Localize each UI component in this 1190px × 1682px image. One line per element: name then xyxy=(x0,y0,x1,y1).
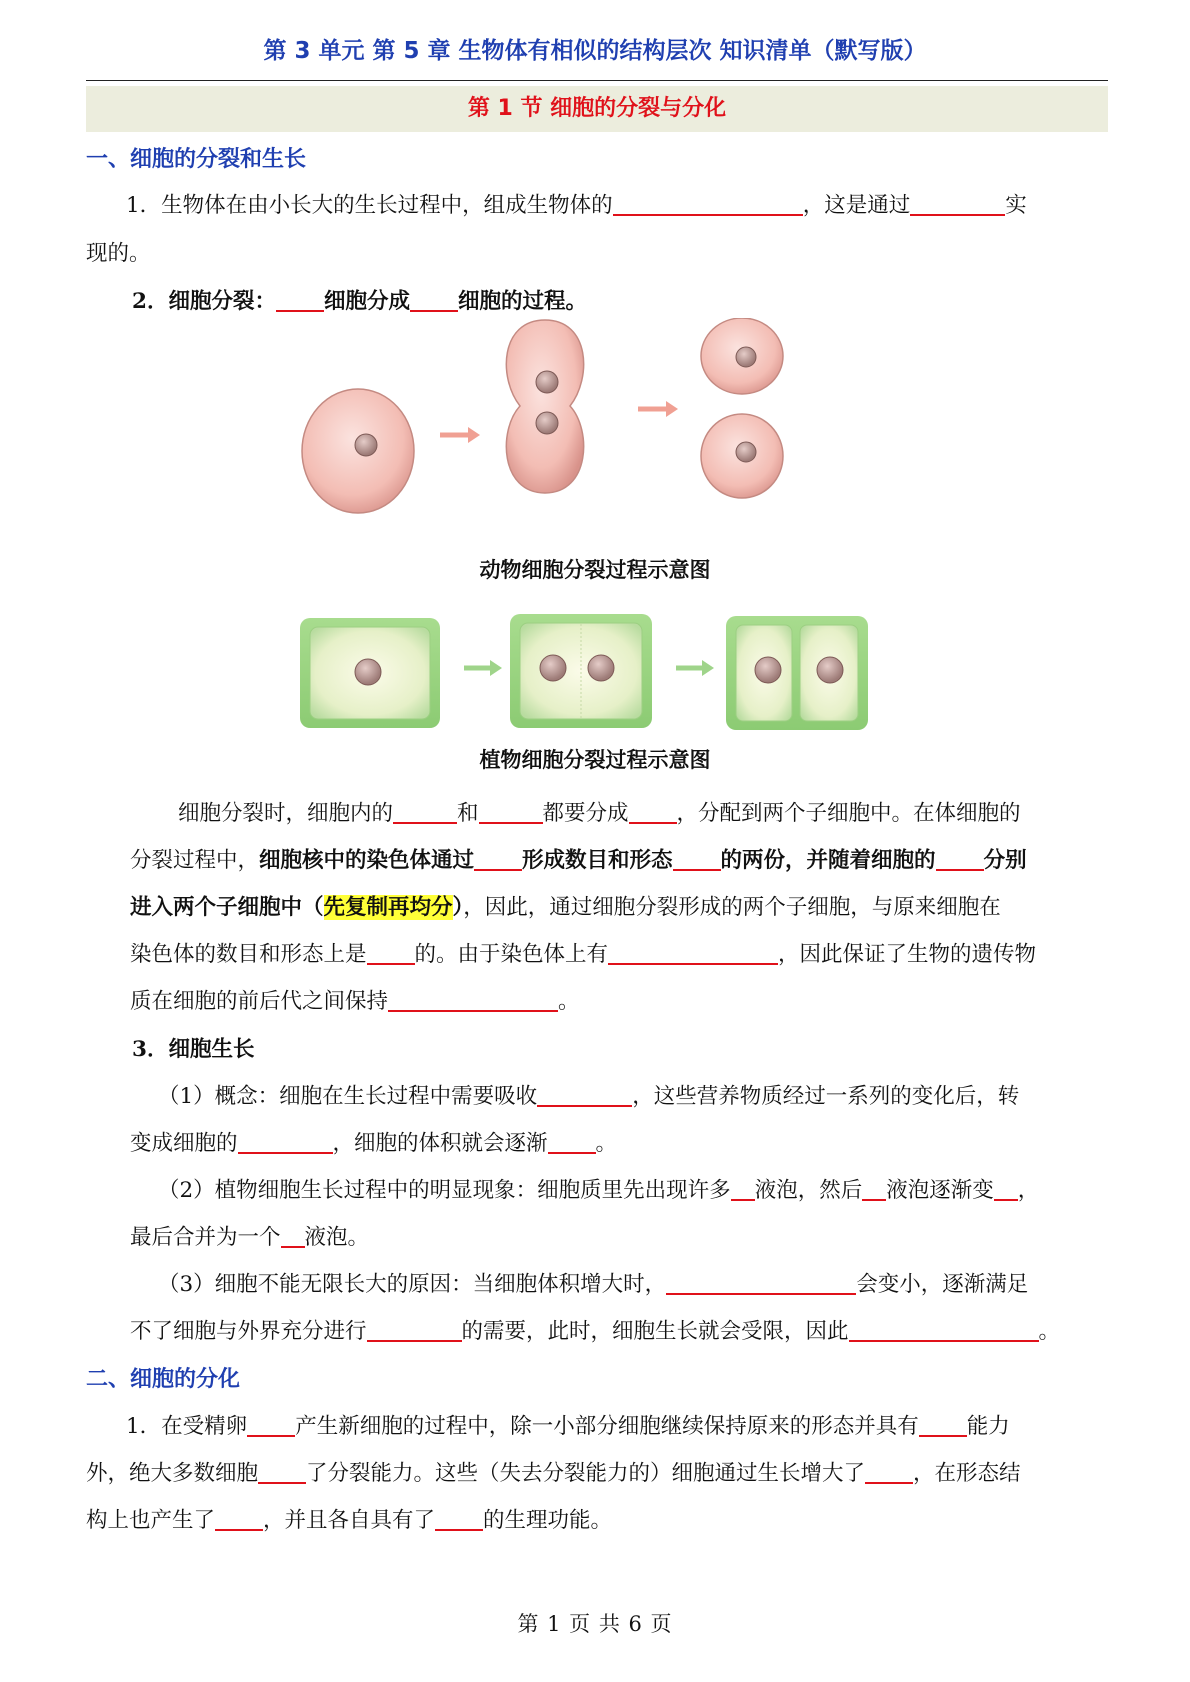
fill-blank[interactable] xyxy=(849,1316,1039,1342)
fill-blank[interactable] xyxy=(919,1411,967,1437)
animal-cell-division-figure xyxy=(300,318,860,543)
animal-figure-caption: 动物细胞分裂过程示意图 xyxy=(479,558,711,582)
fill-blank[interactable] xyxy=(247,1411,295,1437)
text: 会变小，逐渐满足 xyxy=(856,1272,1029,1297)
text: 的生理功能。 xyxy=(483,1508,613,1533)
text: 的需要，此时，细胞生长就会受限，因此 xyxy=(461,1319,849,1344)
document-title: 第 3 单元 第 5 章 生物体有相似的结构层次 知识清单（默写版） xyxy=(263,38,927,64)
text: 都要分成 xyxy=(542,801,629,826)
text: 。 xyxy=(1038,1319,1061,1344)
text: 的两份，并随着细胞的 xyxy=(720,848,936,873)
growth-line-2 xyxy=(130,1126,617,1157)
text: ，这是通过 xyxy=(802,193,911,218)
text: ，这些营养物质经过一系列的变化后，转 xyxy=(632,1084,1020,1109)
text: 细胞分裂时，细胞内的 xyxy=(178,801,394,826)
fill-blank[interactable] xyxy=(865,1458,913,1484)
header-divider xyxy=(86,80,1108,81)
text: 1．生物体在由小长大的生长过程中，组成生物体的 xyxy=(126,193,613,218)
text: ，在形态结 xyxy=(913,1461,1021,1486)
highlighted-text: 先复制再均分 xyxy=(323,895,453,920)
arrow-head-icon xyxy=(702,660,714,676)
paragraph-2 xyxy=(132,284,587,315)
text: ） xyxy=(452,895,464,920)
differentiation-line-1 xyxy=(126,1409,1010,1440)
text: 变成细胞的 xyxy=(130,1131,238,1156)
text: 细胞分成 xyxy=(323,289,410,314)
fill-blank[interactable] xyxy=(258,1458,306,1484)
fill-blank[interactable] xyxy=(215,1505,263,1531)
fill-blank[interactable] xyxy=(731,1175,755,1201)
plant-figure-caption: 植物细胞分裂过程示意图 xyxy=(479,748,711,772)
text: ，分配到两个子细胞中。在体细胞的 xyxy=(676,801,1021,826)
text: 分别 xyxy=(983,848,1027,873)
fill-blank[interactable] xyxy=(910,190,1005,216)
text: 2．细胞分裂： xyxy=(132,289,276,314)
text: 。 xyxy=(558,989,580,1014)
fill-blank[interactable] xyxy=(629,798,677,824)
plant-cell-stage-1 xyxy=(300,618,440,728)
plant-cell-stage-2 xyxy=(510,614,652,728)
division-paragraph-line-2 xyxy=(130,843,1027,874)
text: 产生新细胞的过程中，除一小部分细胞继续保持原来的形态并具有 xyxy=(295,1414,919,1439)
text: 液泡。 xyxy=(304,1225,370,1250)
division-paragraph-line-3 xyxy=(130,890,1001,921)
fill-blank[interactable] xyxy=(474,845,522,871)
fill-blank[interactable] xyxy=(410,286,458,312)
page-number: 第 1 页 共 6 页 xyxy=(517,1612,673,1636)
text: 液泡逐渐变 xyxy=(886,1178,994,1203)
text: 分裂过程中， xyxy=(130,848,260,873)
growth-line-4 xyxy=(130,1220,369,1251)
arrow-head-icon xyxy=(490,660,502,676)
text: ，并且各自具有了 xyxy=(263,1508,436,1533)
division-paragraph-line-5 xyxy=(130,984,580,1015)
fill-blank[interactable] xyxy=(479,798,543,824)
cell-growth-heading: 3．细胞生长 xyxy=(132,1037,255,1062)
fill-blank[interactable] xyxy=(613,190,803,216)
fill-blank[interactable] xyxy=(388,986,558,1012)
animal-cell-stage-2 xyxy=(506,320,583,493)
fill-blank[interactable] xyxy=(537,1081,632,1107)
text: 细胞的过程。 xyxy=(457,289,587,314)
text: 构上也产生了 xyxy=(86,1508,216,1533)
growth-line-1 xyxy=(158,1079,1019,1110)
growth-line-3 xyxy=(158,1173,1039,1204)
text: 液泡，然后 xyxy=(754,1178,863,1203)
text: 进入两个子细胞中（ xyxy=(130,895,324,920)
fill-blank[interactable] xyxy=(238,1128,333,1154)
fill-blank[interactable] xyxy=(666,1269,856,1295)
growth-line-6 xyxy=(130,1314,1060,1345)
text: ，细胞的体积就会逐渐 xyxy=(332,1131,548,1156)
text: 实 xyxy=(1005,193,1027,218)
fill-blank[interactable] xyxy=(608,939,778,965)
paragraph-1-line-2: 现的。 xyxy=(86,241,151,266)
division-paragraph-line-1 xyxy=(178,796,1021,827)
text: 。 xyxy=(595,1131,618,1156)
division-paragraph-line-4 xyxy=(130,937,1036,968)
text: （1）概念：细胞在生长过程中需要吸收 xyxy=(158,1084,538,1109)
fill-blank[interactable] xyxy=(673,845,721,871)
text: 和 xyxy=(457,801,479,826)
arrow-head-icon xyxy=(468,427,480,443)
text: 不了细胞与外界充分进行 xyxy=(130,1319,367,1344)
differentiation-line-3 xyxy=(86,1503,612,1534)
text: 能力 xyxy=(966,1414,1010,1439)
text: 1．在受精卵 xyxy=(126,1414,248,1439)
plant-cell-division-figure xyxy=(296,610,896,735)
arrow-head-icon xyxy=(666,401,678,417)
fill-blank[interactable] xyxy=(936,845,984,871)
part1-heading: 一、细胞的分裂和生长 xyxy=(86,147,307,172)
text: ，因此保证了生物的遗传物 xyxy=(778,942,1037,967)
fill-blank[interactable] xyxy=(276,286,324,312)
text: ，因此，通过细胞分裂形成的两个子细胞，与原来细胞在 xyxy=(463,895,1001,920)
text: （3）细胞不能无限长大的原因：当细胞体积增大时， xyxy=(158,1272,667,1297)
fill-blank[interactable] xyxy=(548,1128,596,1154)
fill-blank[interactable] xyxy=(435,1505,483,1531)
fill-blank[interactable] xyxy=(281,1222,305,1248)
fill-blank[interactable] xyxy=(862,1175,886,1201)
text: 的。由于染色体上有 xyxy=(414,942,609,967)
section-title: 第 1 节 细胞的分裂与分化 xyxy=(86,86,1108,132)
fill-blank[interactable] xyxy=(367,939,415,965)
paragraph-1-line-1 xyxy=(126,188,1027,219)
differentiation-line-2 xyxy=(86,1456,1021,1487)
growth-line-5 xyxy=(158,1267,1028,1298)
fill-blank[interactable] xyxy=(367,1316,462,1342)
animal-cell-stage-3 xyxy=(701,318,783,498)
plant-cell-stage-3 xyxy=(726,616,868,730)
animal-cell-stage-1 xyxy=(302,389,414,513)
text: 外，绝大多数细胞 xyxy=(86,1461,259,1486)
text: 形成数目和形态 xyxy=(522,848,673,873)
fill-blank[interactable] xyxy=(393,798,457,824)
text: ， xyxy=(1017,1178,1040,1203)
text: 质在细胞的前后代之间保持 xyxy=(130,989,389,1014)
fill-blank[interactable] xyxy=(994,1175,1018,1201)
text: （2）植物细胞生长过程中的明显现象：细胞质里先出现许多 xyxy=(158,1178,731,1203)
text: 细胞核中的染色体通过 xyxy=(259,848,475,873)
text: 最后合并为一个 xyxy=(130,1225,281,1250)
text: 染色体的数目和形态上是 xyxy=(130,942,367,967)
part2-heading: 二、细胞的分化 xyxy=(86,1367,241,1392)
text: 了分裂能力。这些（失去分裂能力的）细胞通过生长增大了 xyxy=(306,1461,866,1486)
